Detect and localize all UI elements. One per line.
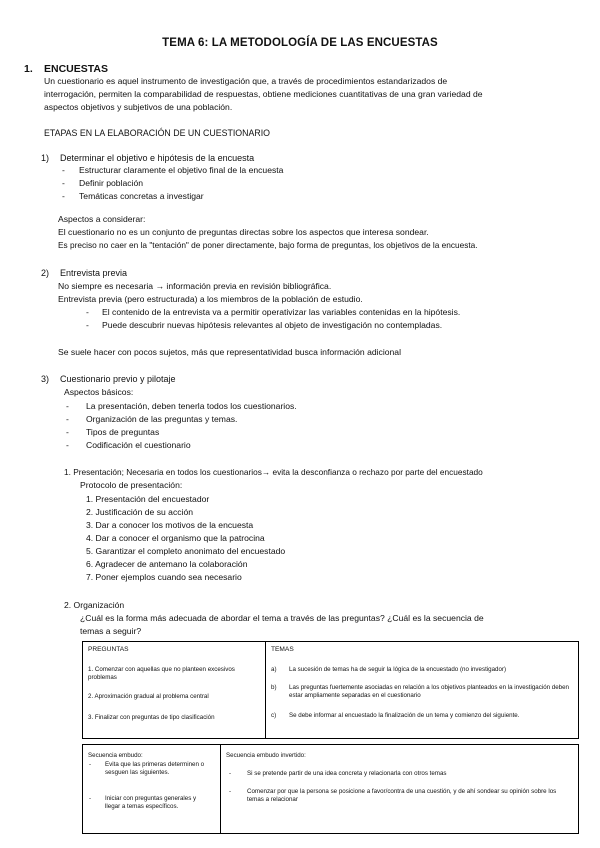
step-number: 1) <box>41 153 50 163</box>
step-line: Entrevista previa (pero estructurada) a los miembros de la población de estudio. <box>58 294 363 304</box>
table-cell: Evita que las primeras determinen o sesguen las siguientes. <box>105 761 205 777</box>
table-cell: Se debe informar al encuestado la finalización de un tema y comienzo del siguiente. <box>289 712 520 719</box>
bullet-text: Codificación el cuestionario <box>86 440 191 450</box>
aspect-line: El cuestionario no es un conjunto de preguntas directas sobre los aspectos que interesa sondear. <box>58 227 429 237</box>
bullet-text: El contenido de la entrevista va a permitir operativizar las variables contenidas en la hipótesis. <box>102 307 461 317</box>
bullet-text: Estructurar claramente el objetivo final de la encuesta <box>79 165 284 175</box>
etapas-heading: ETAPAS EN LA ELABORACIÓN DE UN CUESTIONARIO <box>44 128 270 138</box>
table-cell: Si se pretende partir de una idea concreta y relacionarla con otros temas <box>247 770 447 777</box>
section-heading: ENCUESTAS <box>44 63 108 75</box>
aspect-line: Es preciso no caer en la "tentación" de poner directamente, bajo forma de preguntas, los objetivos de la encuesta. <box>58 240 478 250</box>
step-number: 3) <box>41 374 50 384</box>
bullet-text: Tipos de preguntas <box>86 427 160 437</box>
section-number: 1. <box>24 63 33 75</box>
step-heading: Cuestionario previo y pilotaje <box>60 374 176 384</box>
intro-line-1: Un cuestionario es aquel instrumento de investigación que, a través de procedimientos estandarizados de <box>44 76 448 86</box>
bullet-dash: - <box>86 307 89 317</box>
page-title: TEMA 6: LA METODOLOGÍA DE LAS ENCUESTAS <box>162 37 438 49</box>
table-cell-mark: c) <box>271 712 277 719</box>
bullet-dash: - <box>89 795 92 802</box>
bullet-dash: - <box>229 770 232 777</box>
protocol-item: 1. Presentación del encuestador <box>86 494 210 504</box>
step-note: Se suele hacer con pocos sujetos, más que representatividad busca información adicional <box>58 347 401 357</box>
bullet-dash: - <box>86 320 89 330</box>
table-header: Secuencia embudo: <box>88 752 143 759</box>
table-cell: Iniciar con preguntas generales y llegar a temas específicos. <box>105 795 197 811</box>
protocol-item: 6. Agradecer de antemano la colaboración <box>86 559 248 569</box>
bullet-text: Puede descubrir nuevas hipótesis relevantes al objeto de investigación no contempladas. <box>102 320 443 330</box>
protocol-heading: Protocolo de presentación: <box>80 480 183 490</box>
aspects-heading: Aspectos a considerar: <box>58 214 146 224</box>
step-heading: Determinar el objetivo e hipótesis de la encuesta <box>60 153 255 163</box>
bullet-dash: - <box>62 165 65 175</box>
bullet-dash: - <box>62 191 65 201</box>
table-cell: 1. Comenzar con aquellas que no planteen excesivos problemas <box>88 666 235 682</box>
bullet-text: Temáticas concretas a investigar <box>79 191 204 201</box>
bullet-dash: - <box>229 788 232 795</box>
organization-heading: 2. Organización <box>64 600 125 610</box>
table-cell-mark: a) <box>271 666 277 673</box>
bullet-dash: - <box>66 401 69 411</box>
organization-question: temas a seguir? <box>80 626 142 636</box>
bullet-dash: - <box>66 414 69 424</box>
bullet-dash: - <box>66 440 69 450</box>
preguntas-temas-table <box>82 641 579 739</box>
basics-heading: Aspectos básicos: <box>64 387 134 397</box>
bullet-dash: - <box>89 761 92 768</box>
bullet-dash: - <box>62 178 65 188</box>
bullet-text: La presentación, deben tenerla todos los cuestionarios. <box>86 401 297 411</box>
protocol-item: 2. Justificación de su acción <box>86 507 194 517</box>
table-cell: Comenzar por que la persona se posicione a favor/contra de una cuestión, y de ahí sondear su opinión sobre los temas a relacionar <box>247 788 557 804</box>
secuencia-table <box>82 744 579 834</box>
protocol-item: 5. Garantizar el completo anonimato del encuestado <box>86 546 286 556</box>
intro-line-3: aspectos objetivos y subjetivos de una población. <box>44 102 233 112</box>
bullet-text: Definir población <box>79 178 144 188</box>
protocol-item: 4. Dar a conocer el organismo que la patrocina <box>86 533 265 543</box>
bullet-dash: - <box>66 427 69 437</box>
presentation-heading: 1. Presentación; Necesaria en todos los cuestionarios→ evita la desconfianza o rechazo por parte del encuestado <box>64 467 483 477</box>
protocol-item: 3. Dar a conocer los motivos de la encuesta <box>86 520 254 530</box>
table-cell: 3. Finalizar con preguntas de tipo clasificación <box>88 714 215 721</box>
table-cell: La sucesión de temas ha de seguir la lógica de la encuestado (no investigador) <box>289 666 507 673</box>
table-cell: 2. Aproximación gradual al problema central <box>88 693 209 700</box>
step-heading: Entrevista previa <box>60 268 128 278</box>
table-cell: Las preguntas fuertemente asociadas en relación a los objetivos planteados en la investigación deben estar ampliamente separadas en el cuestionario <box>289 684 569 700</box>
step-number: 2) <box>41 268 50 278</box>
table-header: PREGUNTAS <box>88 646 129 653</box>
table-cell-mark: b) <box>271 684 277 691</box>
step-line: No siempre es necesaria → información previa en revisión bibliográfica. <box>58 281 332 291</box>
intro-line-2: interrogación, permiten la comparabilidad de respuestas, obtiene mediciones cuantitativas de una gran variedad de <box>44 89 483 99</box>
bullet-text: Organización de las preguntas y temas. <box>86 414 238 424</box>
organization-question: ¿Cuál es la forma más adecuada de abordar el tema a través de las preguntas? ¿Cuál es la secuencia de <box>80 613 484 623</box>
table-header: Secuencia embudo invertido: <box>226 752 306 759</box>
table-header: TEMAS <box>271 646 294 653</box>
protocol-item: 7. Poner ejemplos cuando sea necesario <box>86 572 242 582</box>
